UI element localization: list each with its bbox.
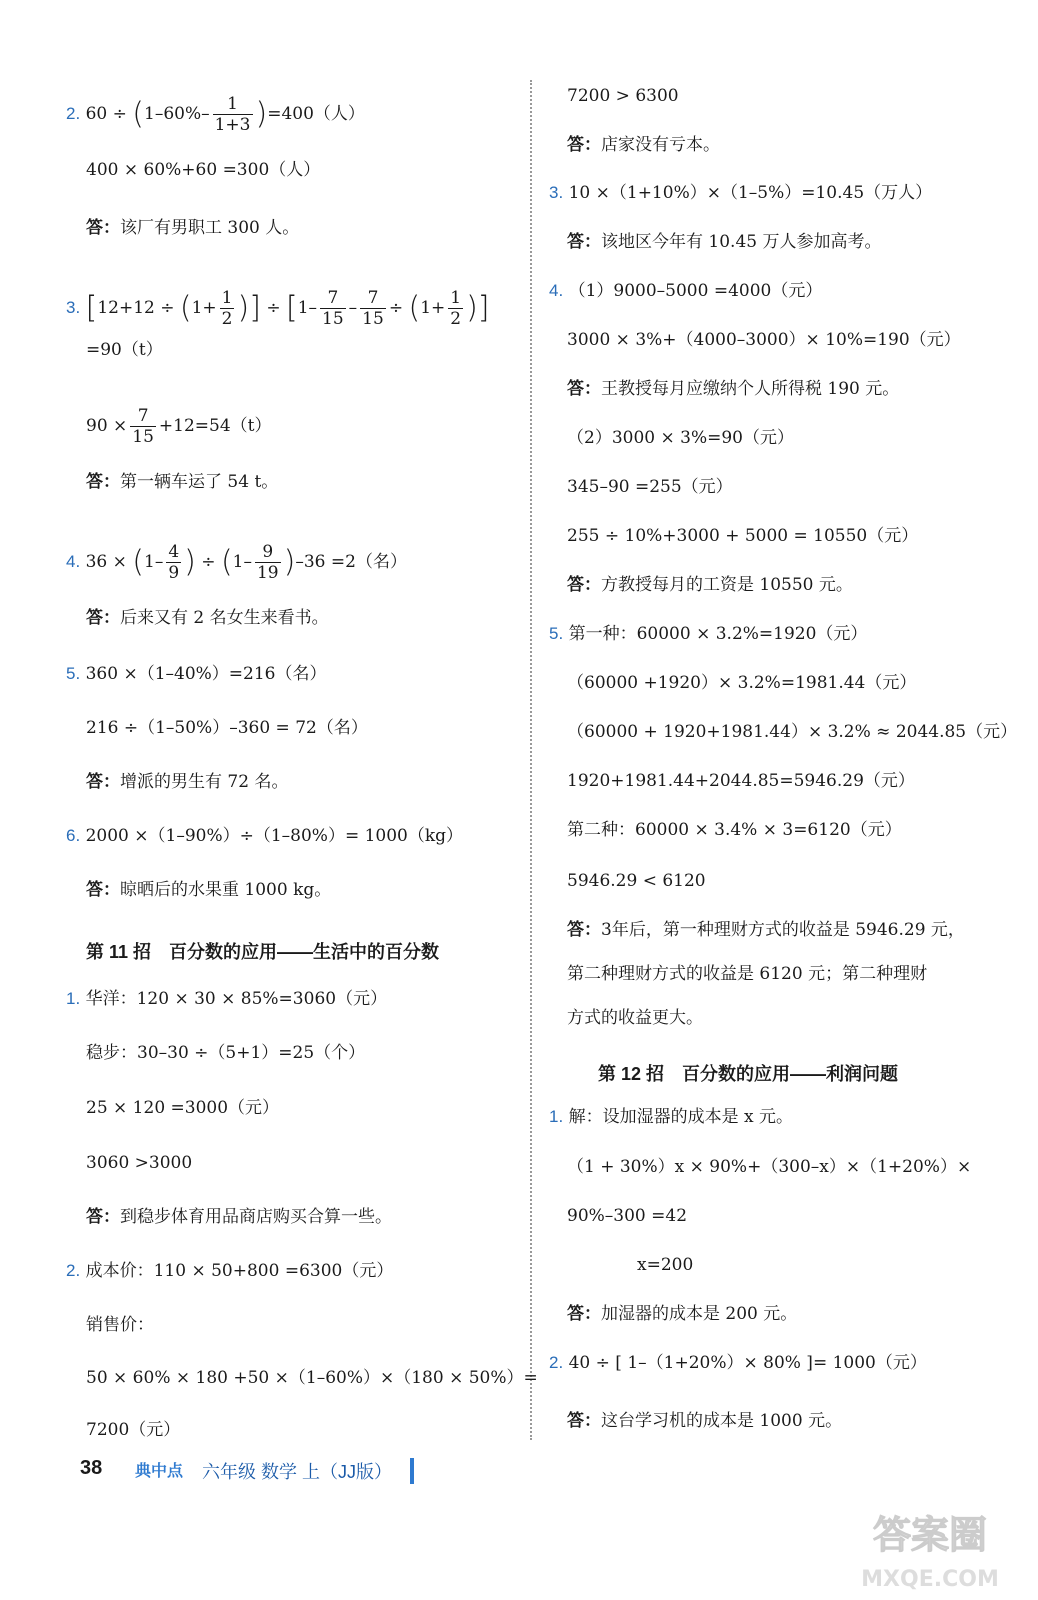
answer-line: 答：晾晒后的水果重 1000 kg。 <box>86 880 332 900</box>
solution-line: 1920+1981.44+2044.85=5946.29（元） <box>567 771 915 791</box>
problem-4: 4. （1）9000–5000 =4000（元） <box>549 281 823 301</box>
solution-line: 3060 >3000 <box>86 1153 193 1173</box>
problem-1: 1. 华洋：120 × 30 × 85%=3060（元） <box>66 989 388 1009</box>
solution-line: 25 × 120 =3000（元） <box>86 1098 280 1118</box>
answer-line: 第二种理财方式的收益是 6120 元；第二种理财 <box>567 964 928 984</box>
svg-text:典中点: 典中点 <box>134 1461 184 1480</box>
solution-line: 销售价： <box>86 1315 154 1335</box>
answer-line: 答：该地区今年有 10.45 万人参加高考。 <box>567 232 882 252</box>
problem-5: 5. 360 ×（1–40%）=216（名） <box>66 664 327 684</box>
problem-3: 3. [12+12 ÷ (1+ $\frac{1}{2}$ )] ÷ [1– $\frac{7}{15}$ – $\frac{7}{15}$ ÷ (1+ $\frac{1}{2}$ )] <box>66 288 490 329</box>
solution-line: （60000 +1920）× 3.2%=1981.44（元） <box>567 673 917 693</box>
book-title: 六年级 数学 上（JJ版） <box>202 1462 393 1482</box>
solution-line: （60000 + 1920+1981.44）× 3.2% ≈ 2044.85（元） <box>567 722 1018 742</box>
watermark <box>840 1500 1020 1595</box>
problem-2: 2. 成本价：110 × 50+800 =6300（元） <box>66 1261 394 1281</box>
svg-text:答案圈: 答案圈 <box>872 1513 988 1557</box>
page-number: 38 <box>80 1457 103 1479</box>
solution-line: 345–90 =255（元） <box>567 477 733 497</box>
fraction: $\frac{7}{15}$ <box>132 406 154 447</box>
answer-line: 答：方教授每月的工资是 10550 元。 <box>567 575 853 595</box>
fraction: $\frac{4}{9}$ <box>168 542 180 583</box>
solution-line: （1 + 30%）x × 90%+（300–x）×（1+20%）× <box>567 1157 972 1177</box>
answer-line: 答：该厂有男职工 300 人。 <box>86 218 300 238</box>
fraction: $\frac{1}{2}$ <box>450 288 462 329</box>
answer-line: 答：后来又有 2 名女生来看书。 <box>86 608 329 628</box>
solution-line: 第二种：60000 × 3.4% × 3=6120（元） <box>567 820 902 840</box>
solution-line: 90%–300 =42 <box>567 1206 688 1226</box>
answer-line: 方式的收益更大。 <box>567 1008 703 1028</box>
solution-line: 50 × 60% × 180 +50 ×（1–60%）×（180 × 50%）= <box>86 1368 538 1388</box>
solution-line: x=200 <box>637 1255 694 1275</box>
answer-line: 答：第一辆车运了 54 t。 <box>86 472 279 492</box>
problem-2: 2. 40 ÷ [ 1–（1+20%）× 80% ]= 1000（元） <box>549 1353 927 1373</box>
answer-line: 答：到稳步体育用品商店购买合算一些。 <box>86 1207 392 1227</box>
fraction: $\frac{1}{2}$ <box>221 288 233 329</box>
fraction: $\frac{7}{15}$ <box>362 288 384 329</box>
solution-line: 3000 × 3%+（4000–3000）× 10%=190（元） <box>567 330 961 350</box>
answer-line: 答：3年后，第一种理财方式的收益是 5946.29 元， <box>567 920 965 940</box>
svg-text:MXQE.COM: MXQE.COM <box>861 1567 999 1592</box>
solution-line: 7200（元） <box>86 1420 181 1440</box>
fraction: $\frac{9}{19}$ <box>256 542 279 583</box>
section-heading: 第 11 招 百分数的应用——生活中的百分数 <box>86 942 440 962</box>
problem-3: 3. 10 ×（1+10%）×（1–5%）=10.45（万人） <box>549 183 933 203</box>
solution-line: 稳步：30–30 ÷（5+1）=25（个） <box>86 1043 366 1063</box>
footer-accent-bar <box>410 1458 414 1484</box>
answer-line: 答：王教授每月应缴纳个人所得税 190 元。 <box>567 379 900 399</box>
solution-line: 255 ÷ 10%+3000 + 5000 = 10550（元） <box>567 526 919 546</box>
problem-6: 6. 2000 ×（1–90%）÷（1–80%）= 1000（kg） <box>66 826 464 846</box>
publisher-logo <box>130 1452 188 1486</box>
answer-line: 答：加湿器的成本是 200 元。 <box>567 1304 798 1324</box>
column-divider <box>530 80 532 1440</box>
problem-5: 5. 第一种：60000 × 3.2%=1920（元） <box>549 624 868 644</box>
section-heading: 第 12 招 百分数的应用——利润问题 <box>598 1064 899 1084</box>
problem-1: 1. 解：设加湿器的成本是 x 元。 <box>549 1107 793 1127</box>
answer-line: 答：这台学习机的成本是 1000 元。 <box>567 1411 843 1431</box>
answer-line: 答：店家没有亏本。 <box>567 135 720 155</box>
solution-line: 400 × 60%+60 =300（人） <box>86 160 321 180</box>
solution-line: 216 ÷（1–50%）–360 = 72（名） <box>86 718 368 738</box>
solution-line: 90 × $\frac{7}{15}$ +12=54（t） <box>86 406 272 447</box>
solution-line: 5946.29 < 6120 <box>567 871 706 891</box>
answer-line: 答：增派的男生有 72 名。 <box>86 772 289 792</box>
solution-line: =90（t） <box>86 340 163 360</box>
problem-4: 4. 36 × (1– $\frac{4}{9}$ ) ÷ (1– $\frac{9}{19}$ )–36 =2（名） <box>66 542 407 583</box>
fraction: $\frac{7}{15}$ <box>322 288 344 329</box>
solution-line: （2）3000 × 3%=90（元） <box>567 428 794 448</box>
solution-line: 7200 > 6300 <box>567 86 679 106</box>
fraction: $\frac{1}{1+3}$ <box>214 94 251 135</box>
problem-2: 2. 60 ÷ (1–60%– $\frac{1}{1+3}$ )=400（人） <box>66 94 365 135</box>
